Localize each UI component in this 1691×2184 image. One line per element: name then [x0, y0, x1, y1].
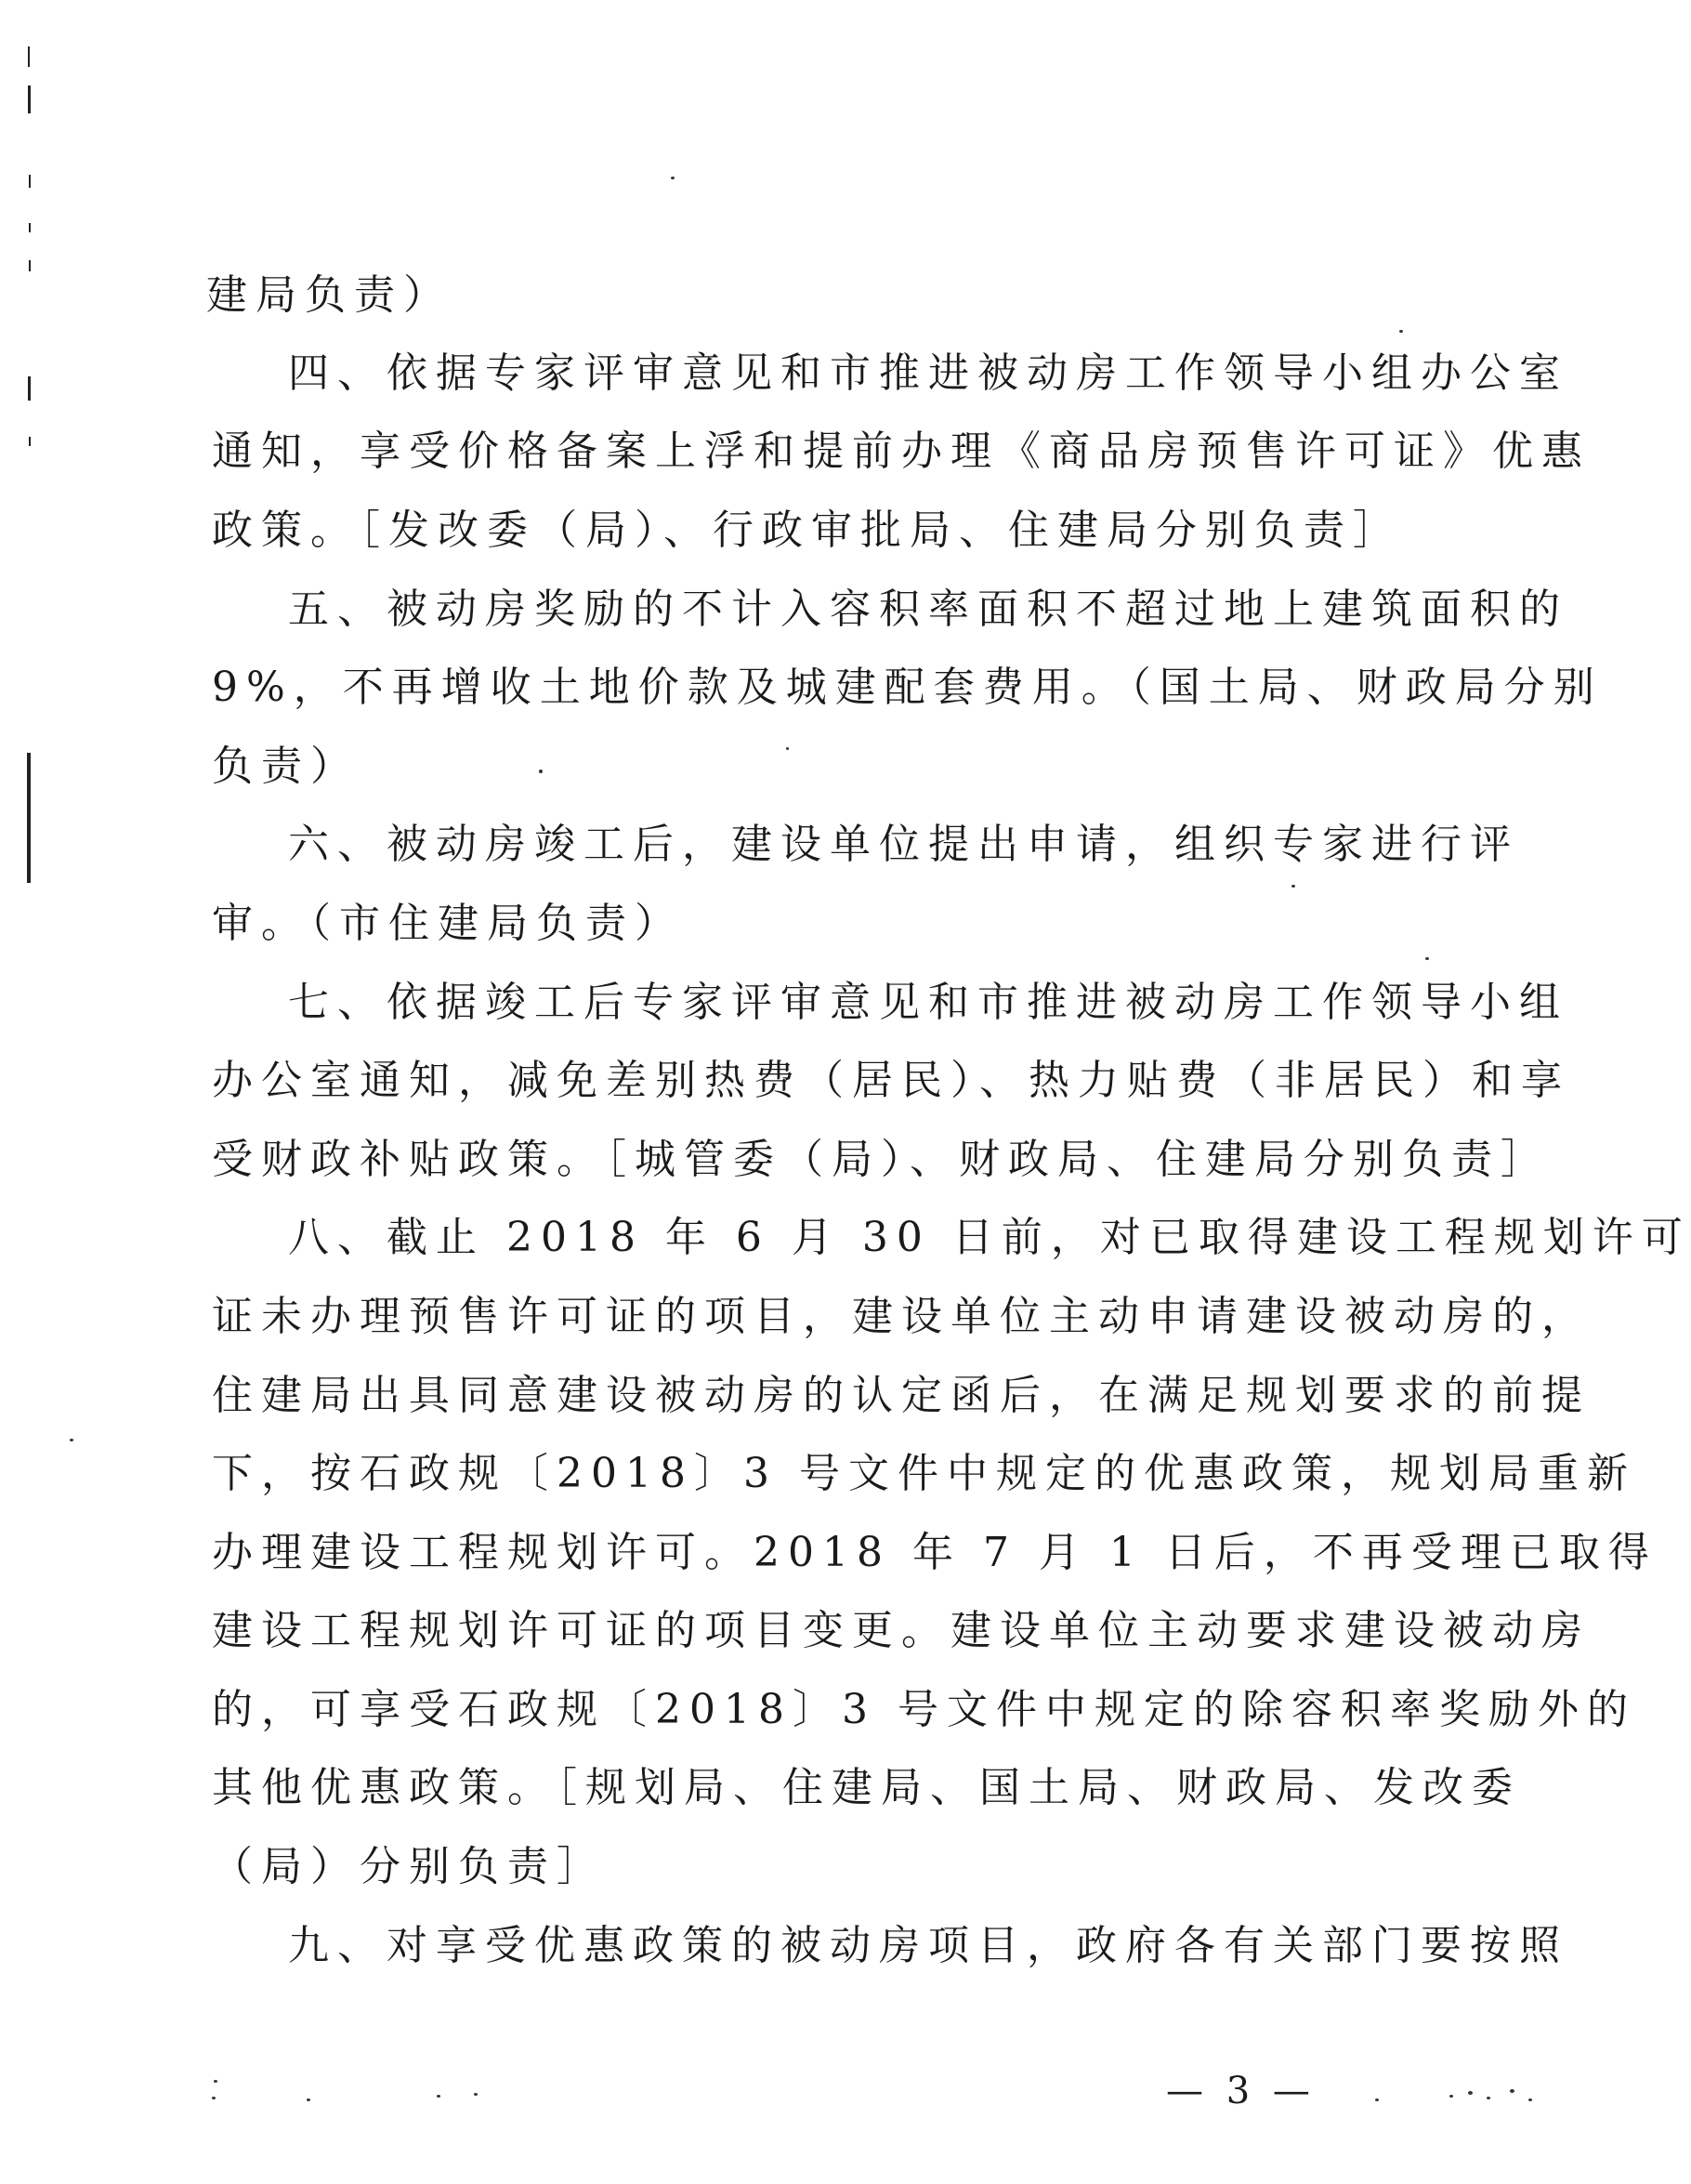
scan-speck — [1291, 885, 1295, 888]
scan-artifact — [29, 437, 31, 446]
scan-speck — [1468, 2091, 1473, 2095]
scan-speck — [474, 2093, 478, 2096]
text-line: 负责） — [212, 743, 360, 790]
text-line: 建设工程规划许可证的项目变更。建设单位主动要求建设被动房 — [212, 1607, 1591, 1654]
text-line: 四、依据专家评审意见和市推进被动房工作领导小组办公室 — [288, 349, 1568, 397]
scan-speck — [214, 2080, 217, 2083]
text-line: 通知，享受价格备案上浮和提前办理《商品房预售许可证》优惠 — [212, 428, 1591, 475]
text-line: 办理建设工程规划许可。2018 年 7 月 1 日后，不再受理已取得 — [212, 1529, 1658, 1576]
text-line: 下，按石政规〔2018〕3 号文件中规定的优惠政策，规划局重新 — [212, 1450, 1636, 1497]
text-line: 证未办理预售许可证的项目，建设单位主动申请建设被动房的， — [212, 1293, 1591, 1340]
text-line: 五、被动房奖励的不计入容积率面积不超过地上建筑面积的 — [288, 585, 1568, 633]
text-line: 办公室通知，减免差别热费（居民）、热力贴费（非居民）和享 — [212, 1057, 1570, 1104]
text-line: 审。（市住建局负责） — [212, 900, 684, 947]
scan-speck — [1425, 957, 1429, 960]
scan-speck — [1375, 2098, 1379, 2101]
scan-artifact — [29, 223, 31, 232]
text-line: 政策。［发改委（局）、行政审批局、住建局分别负责］ — [212, 507, 1402, 554]
scan-speck — [70, 1439, 73, 1441]
text-line: 住建局出具同意建设被动房的认定函后，在满足规划要求的前提 — [212, 1372, 1591, 1419]
scan-artifact — [27, 753, 31, 883]
scan-artifact — [28, 376, 31, 401]
scan-speck — [212, 2097, 216, 2099]
scan-artifact — [29, 260, 31, 271]
scan-artifact — [29, 175, 31, 188]
scan-speck — [1510, 2089, 1514, 2093]
text-line: 其他优惠政策。［规划局、住建局、国土局、财政局、发改委 — [212, 1764, 1521, 1811]
scan-artifact — [28, 46, 30, 67]
text-line: 九、对享受优惠政策的被动房项目，政府各有关部门要按照 — [288, 1922, 1568, 1969]
text-line: （局）分别负责］ — [212, 1843, 606, 1890]
scan-speck — [307, 2098, 310, 2101]
scan-speck — [1399, 330, 1403, 333]
scan-speck — [437, 2095, 440, 2098]
text-line: 七、依据竣工后专家评审意见和市推进被动房工作领导小组 — [288, 979, 1568, 1026]
page-number: — 3 — — [1166, 2070, 1316, 2112]
text-line: 六、被动房竣工后，建设单位提出申请，组织专家进行评 — [288, 821, 1519, 868]
scan-speck — [1487, 2097, 1490, 2099]
text-line: 八、截止 2018 年 6 月 30 日前，对已取得建设工程规划许可 — [288, 1214, 1691, 1261]
scan-speck — [1449, 2095, 1453, 2098]
scan-speck — [1528, 2098, 1532, 2101]
text-line: 受财政补贴政策。［城管委（局）、财政局、住建局分别负责］ — [212, 1136, 1550, 1183]
text-line: 9%，不再增收土地价款及城建配套费用。（国土局、财政局分别 — [212, 664, 1603, 711]
text-line: 建局负责） — [206, 271, 452, 319]
scan-artifact — [28, 86, 31, 113]
text-line: 的，可享受石政规〔2018〕3 号文件中规定的除容积率奖励外的 — [212, 1686, 1636, 1733]
scan-speck — [671, 177, 675, 179]
